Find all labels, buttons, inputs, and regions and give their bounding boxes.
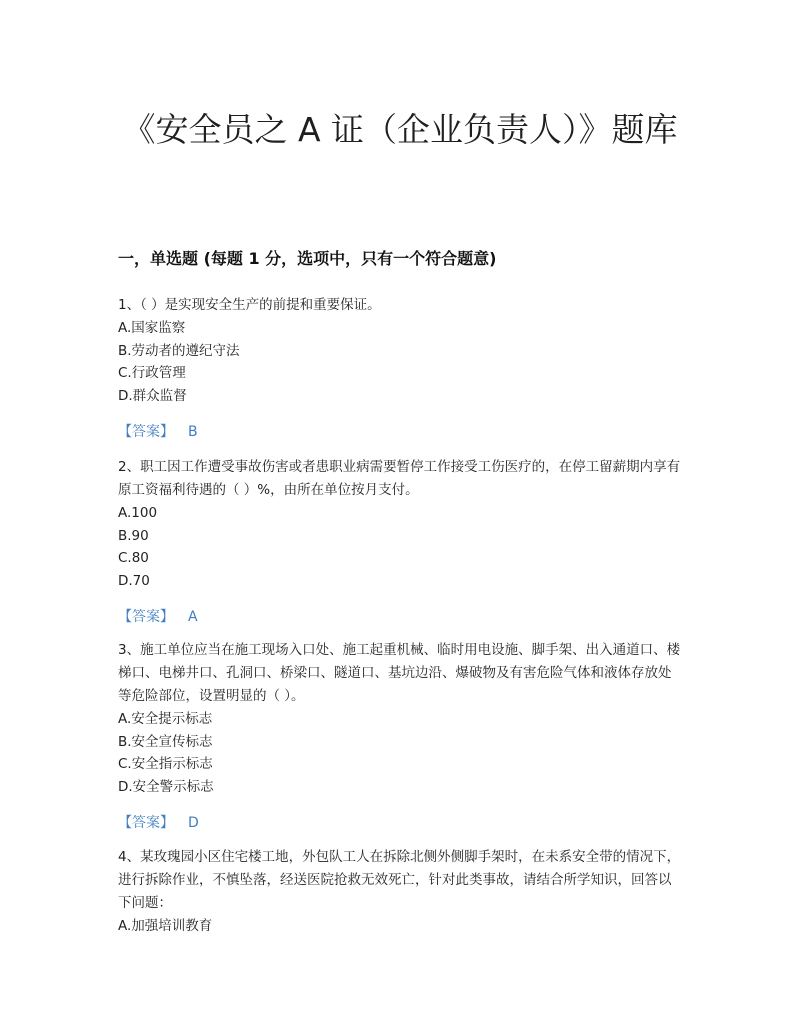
answer-line — [118, 606, 683, 628]
answer-label: 【答案】 — [118, 424, 174, 440]
answer-line — [118, 421, 683, 443]
option-c: C.行政管理 — [118, 365, 186, 381]
answer-value: B — [188, 424, 198, 440]
question-text: 1、（ ）是实现安全生产的前提和重要保证。 — [118, 297, 381, 313]
option-d: D.70 — [118, 572, 150, 589]
answer-value: A — [188, 609, 198, 625]
question-2 — [118, 456, 683, 628]
option-a: A.安全提示标志 — [118, 711, 213, 727]
option-b: B.90 — [118, 527, 149, 544]
answer-label: 【答案】 — [118, 609, 174, 625]
question-3 — [118, 639, 683, 834]
answer-label: 【答案】 — [118, 815, 174, 831]
option-a: A.100 — [118, 505, 158, 521]
option-b: B.安全宣传标志 — [118, 733, 213, 750]
option-a: A.加强培训教育 — [118, 918, 213, 934]
question-text: 4、某玫瑰园小区住宅楼工地，外包队工人在拆除北侧外侧脚手架时，在未系安全带的情况下，进行拆除作业，不慎坠落，经送医院抢救无效死亡，针对此类事故，请结合所学知识，回答以下问题： — [118, 849, 681, 911]
page-title: 《安全员之 A 证（企业负责人）》题库 — [122, 110, 678, 149]
option-c: C.安全指示标志 — [118, 756, 213, 772]
question-text: 3、施工单位应当在施工现场入口处、施工起重机械、临时用电设施、脚手架、出入通道口、楼梯口、电梯井口、孔洞口、桥梁口、隧道口、基坑边沿、爆破物及有害危险气体和液体存放处等危险部位，设置明显的（ ）。 — [118, 642, 681, 704]
question-text: 2、职工因工作遭受事故伤害或者患职业病需要暂停工作接受工伤医疗的，在停工留薪期内享有原工资福利待遇的（ ）%，由所在单位按月支付。 — [118, 459, 681, 498]
question-4 — [118, 846, 683, 938]
option-d: D.群众监督 — [118, 387, 187, 404]
answer-line — [118, 812, 683, 834]
section-heading: 一，单选题 (每题 1 分，选项中，只有一个符合题意) — [118, 249, 497, 268]
question-1 — [118, 294, 683, 443]
option-a: A.国家监察 — [118, 320, 186, 336]
option-d: D.安全警示标志 — [118, 778, 214, 795]
option-b: B.劳动者的遵纪守法 — [118, 342, 240, 359]
answer-value: D — [188, 815, 199, 831]
option-c: C.80 — [118, 550, 149, 566]
